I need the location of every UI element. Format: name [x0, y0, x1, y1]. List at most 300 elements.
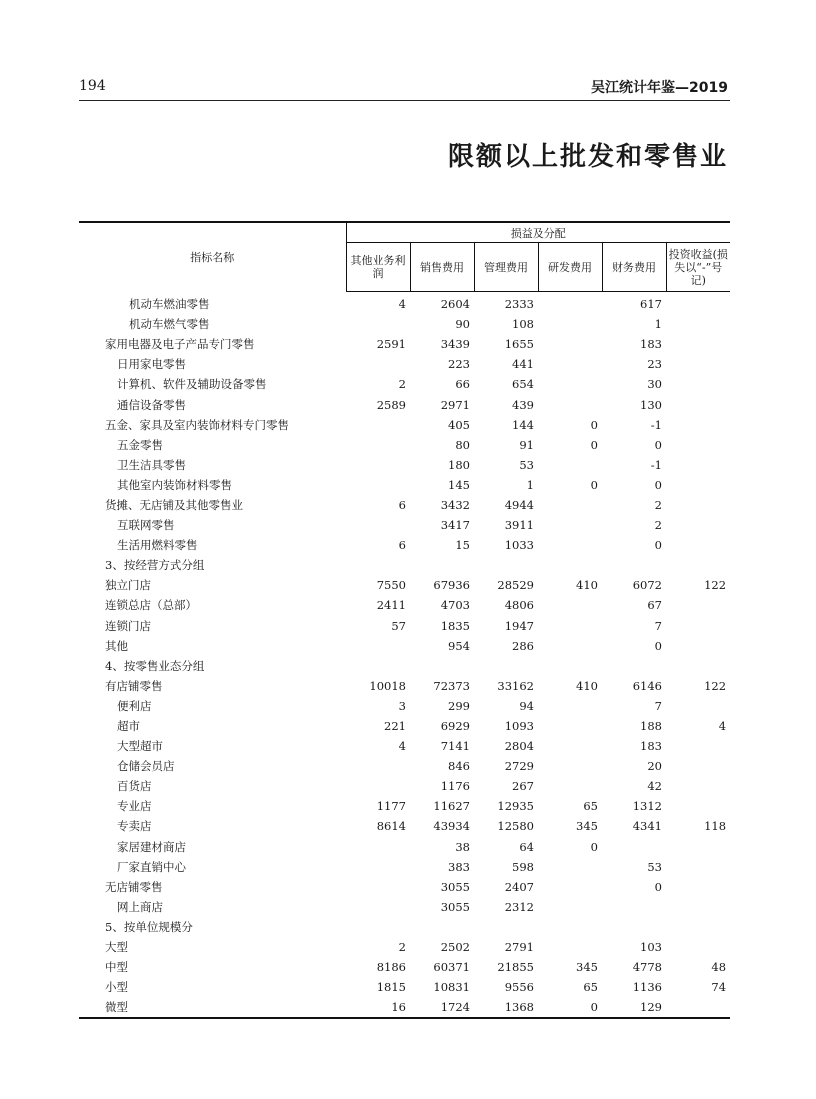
table-cell	[346, 837, 410, 857]
table-cell: 91	[519, 437, 534, 452]
table-row	[79, 394, 730, 414]
table-cell	[346, 435, 410, 455]
table-row	[79, 897, 730, 917]
table-row	[79, 495, 730, 515]
row-label: 仓储会员店	[117, 759, 175, 774]
table-cell: 183	[640, 739, 662, 754]
table-cell: 598	[512, 859, 534, 874]
table-cell: 2	[398, 940, 406, 955]
table-cell	[538, 937, 602, 957]
table-row	[79, 475, 730, 495]
table-cell	[666, 535, 730, 555]
table-cell: 0	[654, 437, 662, 452]
table-row	[79, 857, 730, 877]
table-cell: 33162	[497, 678, 534, 693]
table-row	[79, 616, 730, 636]
table-cell: 118	[704, 819, 727, 834]
table-cell: 67	[647, 598, 662, 613]
table-cell: 94	[519, 698, 534, 713]
table-cell: 7	[654, 618, 662, 633]
row-label: 互联网零售	[117, 518, 175, 533]
table-cell: 1093	[504, 719, 534, 734]
running-head: 吴江统计年鉴—2019	[591, 80, 728, 96]
table-cell: 2604	[440, 297, 470, 312]
table-cell: 53	[647, 859, 662, 874]
column-header: 财务费用	[602, 243, 666, 292]
table-cell	[666, 495, 730, 515]
table-cell	[602, 917, 666, 937]
table-cell	[538, 374, 602, 394]
table-cell: 1	[654, 317, 662, 332]
table-cell	[602, 897, 666, 917]
table-cell: 65	[583, 799, 598, 814]
table-cell	[666, 415, 730, 435]
table-cell	[346, 656, 410, 676]
table-cell	[666, 917, 730, 937]
row-label: 通信设备零售	[117, 397, 186, 412]
table-cell: 30	[647, 377, 662, 392]
table-cell	[538, 917, 602, 937]
table-cell	[346, 455, 410, 475]
table-cell: 4806	[504, 598, 534, 613]
table-cell: 1947	[504, 618, 534, 633]
table-cell: 10018	[369, 678, 406, 693]
table-cell: 188	[640, 719, 662, 734]
table-cell: 15	[455, 538, 470, 553]
table-cell: 439	[512, 397, 534, 412]
column-header: 研发费用	[538, 243, 602, 292]
table-cell	[666, 292, 730, 315]
table-row	[79, 292, 730, 315]
table-row	[79, 676, 730, 696]
table-cell	[538, 555, 602, 575]
table-cell	[538, 736, 602, 756]
table-cell: 4	[398, 739, 406, 754]
table-cell: 108	[512, 317, 534, 332]
table-cell	[666, 736, 730, 756]
table-cell	[346, 354, 410, 374]
table-cell	[474, 555, 538, 575]
table-cell	[410, 555, 474, 575]
row-label: 独立门店	[105, 578, 151, 593]
table-row	[79, 415, 730, 435]
row-label: 机动车燃气零售	[129, 317, 210, 332]
table-cell: 299	[448, 698, 470, 713]
header-rule	[79, 100, 730, 101]
table-row	[79, 595, 730, 615]
table-cell: 1312	[632, 799, 662, 814]
table-cell	[666, 374, 730, 394]
row-label: 货摊、无店铺及其他零售业	[105, 497, 243, 512]
table-cell: 954	[448, 638, 470, 653]
row-label: 厂家直销中心	[117, 859, 186, 874]
table-cell: 7	[654, 698, 662, 713]
table-cell: 405	[448, 417, 470, 432]
table-cell	[666, 756, 730, 776]
table-cell: 267	[512, 779, 534, 794]
table-cell: 144	[512, 417, 534, 432]
table-row	[79, 877, 730, 897]
table-cell: 3432	[440, 497, 470, 512]
table-cell	[666, 877, 730, 897]
table-cell	[666, 857, 730, 877]
row-label: 百货店	[117, 779, 152, 794]
table-cell: 1033	[504, 538, 534, 553]
table-cell	[346, 314, 410, 334]
table-cell	[666, 555, 730, 575]
table-cell: 617	[640, 297, 662, 312]
row-label: 机动车燃油零售	[129, 296, 210, 311]
table-cell: 410	[576, 578, 598, 593]
table-cell	[602, 837, 666, 857]
row-label: 卫生洁具零售	[117, 457, 186, 472]
table-cell: 6072	[632, 578, 662, 593]
table-row	[79, 756, 730, 776]
table-cell	[346, 897, 410, 917]
table-cell	[538, 696, 602, 716]
table-row	[79, 354, 730, 374]
column-header: 其他业务利润	[346, 243, 410, 292]
page-number: 194	[79, 78, 106, 94]
table-cell: 60371	[433, 960, 470, 975]
table-cell: 3	[398, 698, 406, 713]
table-cell: 4	[718, 719, 727, 734]
table-cell	[474, 917, 538, 937]
table-cell	[346, 475, 410, 495]
section-heading: 5、按单位规模分	[105, 919, 193, 934]
table-cell: 2312	[504, 899, 534, 914]
table-cell: 0	[654, 538, 662, 553]
table-cell: 10831	[433, 980, 470, 995]
row-label: 其他	[105, 638, 128, 653]
table-cell: 1815	[376, 980, 406, 995]
table-cell	[666, 314, 730, 334]
table-cell: 64	[519, 839, 534, 854]
table-cell: 72373	[433, 678, 470, 693]
table-cell	[666, 837, 730, 857]
table-cell: 11627	[433, 799, 470, 814]
table-cell: -1	[650, 457, 662, 472]
row-label: 有店铺零售	[105, 678, 163, 693]
table-cell: 6	[398, 497, 406, 512]
table-cell: 145	[448, 477, 470, 492]
table-cell: 2589	[376, 397, 406, 412]
table-cell: 6146	[632, 678, 662, 693]
table-cell: 4703	[440, 598, 470, 613]
table-cell	[538, 354, 602, 374]
table-cell	[538, 656, 602, 676]
table-cell: 183	[640, 337, 662, 352]
table-cell: 74	[711, 980, 727, 995]
table-cell	[538, 616, 602, 636]
table-cell: 846	[448, 759, 470, 774]
table-cell: 42	[647, 779, 662, 794]
table-cell: 66	[455, 377, 470, 392]
table-cell: 3417	[440, 518, 470, 533]
table-cell: 53	[519, 457, 534, 472]
table-cell: 129	[602, 997, 666, 1018]
table-cell	[666, 656, 730, 676]
table-cell	[666, 696, 730, 716]
table-cell: 345	[576, 960, 598, 975]
table-cell: 6	[398, 538, 406, 553]
table-cell: 1176	[440, 779, 470, 794]
statistics-table	[79, 221, 730, 1019]
table-row	[79, 535, 730, 555]
table-cell: 441	[512, 357, 534, 372]
table-cell	[538, 716, 602, 736]
table-cell	[666, 595, 730, 615]
table-row	[79, 575, 730, 595]
table-cell: 3055	[440, 899, 470, 914]
table-cell	[666, 636, 730, 656]
table-row	[79, 334, 730, 354]
table-cell: 410	[576, 678, 598, 693]
table-cell: 1136	[632, 980, 662, 995]
row-label: 大型超市	[117, 739, 163, 754]
table-cell	[538, 756, 602, 776]
table-cell	[474, 656, 538, 676]
table-cell: 3055	[440, 879, 470, 894]
table-cell: 1835	[440, 618, 470, 633]
table-cell: 2	[654, 518, 662, 533]
table-cell: 1368	[474, 997, 538, 1018]
table-cell: 57	[391, 618, 406, 633]
table-cell	[666, 796, 730, 816]
table-cell: 6929	[440, 719, 470, 734]
table-row	[79, 997, 730, 1018]
table-cell: 654	[512, 377, 534, 392]
table-cell: 21855	[497, 960, 534, 975]
table-row	[79, 515, 730, 535]
table-cell: 1	[526, 477, 534, 492]
table-cell: 8614	[376, 819, 406, 834]
table-cell: 180	[448, 457, 470, 472]
table-cell: 2	[398, 377, 406, 392]
table-cell: 2333	[504, 297, 534, 312]
table-cell: 286	[512, 638, 534, 653]
table-row	[79, 796, 730, 816]
table-cell	[538, 455, 602, 475]
row-label: 五金零售	[117, 437, 163, 452]
table-cell: 0	[654, 638, 662, 653]
table-cell: 3911	[504, 518, 534, 533]
table-cell: 2	[654, 497, 662, 512]
table-cell: 4944	[504, 497, 534, 512]
table-cell	[410, 656, 474, 676]
table-cell: 0	[590, 839, 598, 854]
table-cell: 20	[647, 759, 662, 774]
table-cell: 0	[590, 437, 598, 452]
table-row	[79, 736, 730, 756]
table-cell: 0	[654, 477, 662, 492]
section-heading: 3、按经营方式分组	[105, 558, 205, 573]
table-cell	[410, 917, 474, 937]
table-cell: 1724	[410, 997, 474, 1018]
table-cell	[538, 636, 602, 656]
indicator-name-header: 指标名称	[79, 222, 346, 292]
table-cell: 2971	[440, 397, 470, 412]
table-cell	[538, 877, 602, 897]
table-cell: 223	[448, 357, 470, 372]
table-cell	[666, 937, 730, 957]
row-label: 超市	[117, 719, 140, 734]
group-header: 损益及分配	[346, 222, 730, 243]
table-cell	[666, 455, 730, 475]
table-cell: 28529	[497, 578, 534, 593]
table-cell: 65	[583, 980, 598, 995]
row-label: 专卖店	[117, 819, 152, 834]
table-cell	[538, 292, 602, 315]
table-cell: 2804	[504, 739, 534, 754]
table-row	[79, 696, 730, 716]
table-cell: 0	[590, 477, 598, 492]
table-cell	[666, 897, 730, 917]
table-cell: 38	[455, 839, 470, 854]
table-cell	[346, 776, 410, 796]
table-cell	[666, 616, 730, 636]
row-label: 日用家电零售	[117, 357, 186, 372]
row-label: 便利店	[117, 698, 152, 713]
table-cell: 16	[346, 997, 410, 1018]
table-cell	[666, 435, 730, 455]
table-cell: 122	[704, 578, 727, 593]
table-cell	[602, 656, 666, 676]
table-cell	[666, 515, 730, 535]
table-row	[79, 656, 730, 676]
table-cell: 130	[640, 397, 662, 412]
table-cell: 1655	[504, 337, 534, 352]
row-label: 大型	[105, 940, 128, 955]
row-label: 微型	[79, 997, 346, 1018]
table-cell	[346, 857, 410, 877]
table-cell	[602, 555, 666, 575]
table-cell	[346, 756, 410, 776]
table-cell	[538, 857, 602, 877]
table-cell: 8186	[376, 960, 406, 975]
row-label: 家居建材商店	[117, 839, 186, 854]
column-header: 管理费用	[474, 243, 538, 292]
table-cell	[538, 776, 602, 796]
table-cell	[538, 394, 602, 414]
table-cell	[538, 314, 602, 334]
table-row	[79, 435, 730, 455]
table-row	[79, 957, 730, 977]
table-cell: 122	[704, 678, 727, 693]
table-cell: 4778	[632, 960, 662, 975]
table-cell: 7550	[376, 578, 406, 593]
table-cell	[538, 495, 602, 515]
table-cell	[346, 515, 410, 535]
row-label: 连锁总店（总部）	[105, 598, 197, 613]
row-label: 小型	[105, 980, 128, 995]
table-cell	[666, 394, 730, 414]
table-row	[79, 776, 730, 796]
table-cell: 90	[455, 317, 470, 332]
table-row	[79, 555, 730, 575]
table-cell	[538, 334, 602, 354]
row-label: 家用电器及电子产品专门零售	[105, 337, 255, 352]
table-cell	[346, 415, 410, 435]
table-cell	[666, 334, 730, 354]
table-row	[79, 837, 730, 857]
table-cell	[666, 997, 730, 1018]
table-cell: 103	[640, 940, 662, 955]
table-cell: 221	[384, 719, 406, 734]
row-label: 其他室内装饰材料零售	[117, 477, 232, 492]
column-header: 销售费用	[410, 243, 474, 292]
table-cell: 2729	[504, 759, 534, 774]
table-cell: 4	[398, 297, 406, 312]
row-label: 中型	[105, 960, 128, 975]
table-row	[79, 937, 730, 957]
row-label: 计算机、软件及辅助设备零售	[117, 377, 267, 392]
table-cell: 345	[576, 819, 598, 834]
table-cell: 9556	[504, 980, 534, 995]
table-cell	[666, 475, 730, 495]
table-row	[79, 455, 730, 475]
table-row	[79, 917, 730, 937]
table-cell: 0	[654, 879, 662, 894]
table-cell: 80	[455, 437, 470, 452]
table-cell: 0	[538, 997, 602, 1018]
table-cell	[346, 877, 410, 897]
table-cell: 0	[590, 417, 598, 432]
table-cell: 67936	[433, 578, 470, 593]
table-cell: 2502	[440, 940, 470, 955]
table-cell: 2791	[504, 940, 534, 955]
table-row	[79, 636, 730, 656]
section-title: 限额以上批发和零售业	[447, 142, 728, 172]
table-cell	[538, 595, 602, 615]
table-cell	[538, 515, 602, 535]
table-row	[79, 977, 730, 997]
column-header: 投资收益(损失以“-”号记)	[666, 243, 730, 292]
table-cell	[346, 917, 410, 937]
table-cell: 2591	[376, 337, 406, 352]
row-label: 专业店	[117, 799, 152, 814]
table-cell	[538, 897, 602, 917]
table-cell: -1	[650, 417, 662, 432]
table-cell	[538, 535, 602, 555]
table-cell: 12935	[497, 799, 534, 814]
table-cell: 2411	[376, 598, 406, 613]
table-row	[79, 374, 730, 394]
table-row	[79, 716, 730, 736]
row-label: 无店铺零售	[105, 879, 163, 894]
table-cell: 43934	[433, 819, 470, 834]
table-cell: 23	[647, 357, 662, 372]
section-heading: 4、按零售业态分组	[105, 658, 205, 673]
table-cell	[666, 776, 730, 796]
table-cell	[346, 555, 410, 575]
table-row	[79, 816, 730, 836]
row-label: 网上商店	[117, 899, 163, 914]
table-cell: 1177	[376, 799, 406, 814]
table-cell: 3439	[440, 337, 470, 352]
table-cell: 7141	[440, 739, 470, 754]
row-label: 连锁门店	[105, 618, 151, 633]
table-cell	[346, 636, 410, 656]
row-label: 五金、家具及室内装饰材料专门零售	[105, 417, 289, 432]
table-row	[79, 314, 730, 334]
table-cell	[666, 354, 730, 374]
table-cell: 4341	[632, 819, 662, 834]
row-label: 生活用燃料零售	[117, 538, 198, 553]
table-cell: 2407	[504, 879, 534, 894]
table-cell: 383	[448, 859, 470, 874]
table-cell: 48	[711, 960, 727, 975]
